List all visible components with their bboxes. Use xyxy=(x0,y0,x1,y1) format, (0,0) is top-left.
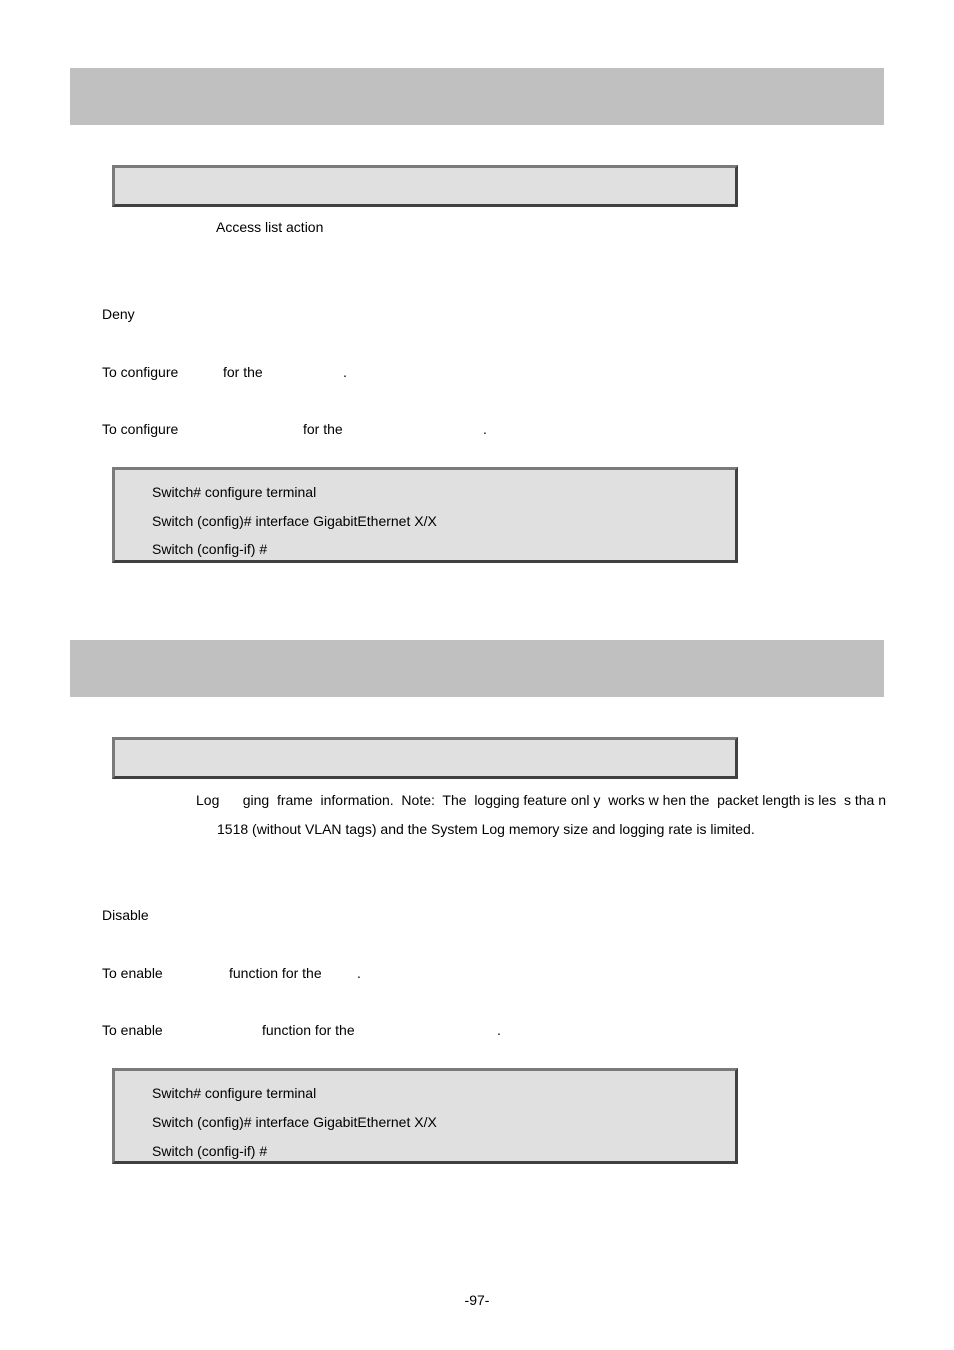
usage-prefix: To enable xyxy=(102,965,163,981)
usage-end: . xyxy=(497,1022,501,1038)
syntax-box xyxy=(112,737,738,779)
section-header-bar xyxy=(70,68,884,125)
example-line: Switch (config-if) # xyxy=(152,1143,268,1159)
section-header-bar xyxy=(70,640,884,697)
example-box xyxy=(112,1068,738,1164)
usage-middle: function for the xyxy=(262,1022,355,1038)
example-line: Switch# configure terminal xyxy=(152,484,317,500)
default-value: Deny xyxy=(102,306,135,322)
usage-middle: for the xyxy=(303,421,343,437)
description-text: Log ging frame information. Note: The logging feature onl y works w hen the packet length is les s tha n xyxy=(196,792,887,808)
usage-end: . xyxy=(357,965,361,981)
example-line: Switch# configure terminal xyxy=(152,1085,317,1101)
example-line: Switch (config)# interface GigabitEthernet X/X xyxy=(152,1114,437,1130)
usage-middle: for the xyxy=(223,364,263,380)
example-box xyxy=(112,467,738,563)
usage-prefix: To enable xyxy=(102,1022,163,1038)
default-value: Disable xyxy=(102,907,149,923)
description-text: 1518 (without VLAN tags) and the System Log memory size and logging rate is limited. xyxy=(217,821,755,837)
description-text: Access list action xyxy=(216,219,324,235)
usage-end: . xyxy=(343,364,347,380)
example-line: Switch (config-if) # xyxy=(152,541,268,557)
usage-middle: function for the xyxy=(229,965,322,981)
usage-prefix: To configure xyxy=(102,421,179,437)
page-number: -97- xyxy=(464,1292,490,1308)
usage-prefix: To configure xyxy=(102,364,179,380)
syntax-box xyxy=(112,165,738,207)
example-line: Switch (config)# interface GigabitEthernet X/X xyxy=(152,513,437,529)
usage-end: . xyxy=(483,421,487,437)
